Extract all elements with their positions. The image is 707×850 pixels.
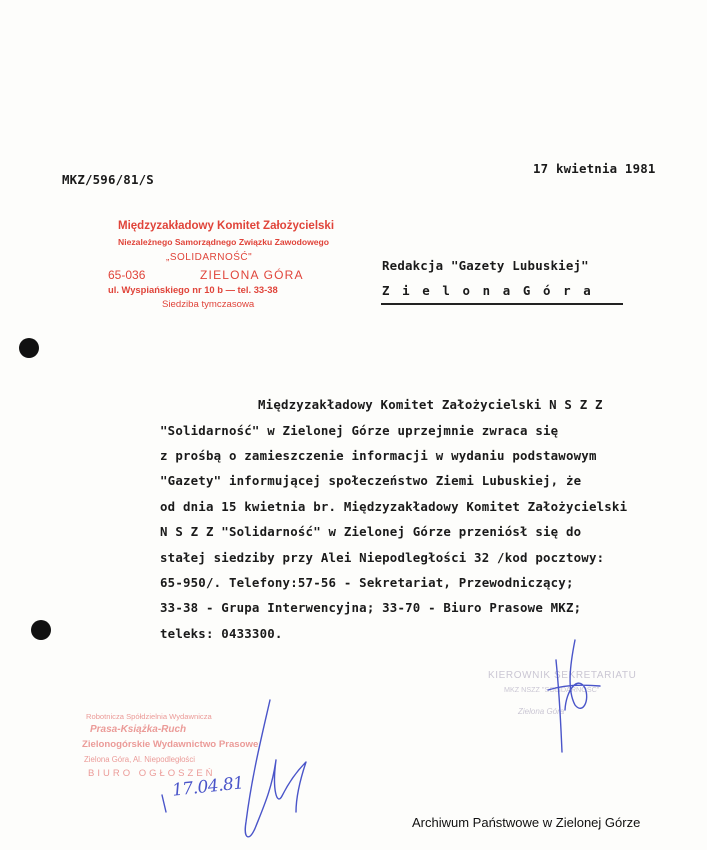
received-stamp-line-4: Zielona Góra, Al. Niepodległości — [84, 755, 195, 764]
body-line-9: 33-38 - Grupa Interwencyjna; 33-70 - Biuro Prasowe MKZ; — [160, 600, 582, 615]
recipient-line-2: Z i e l o n a G ó r a — [382, 283, 594, 298]
body-line-7: stałej siedziby przy Alei Niepodległości 32 /kod pocztowy: — [160, 550, 605, 565]
secretariat-stamp-line-2: MKZ NSZZ "SOLIDARNOŚĆ" — [504, 685, 600, 694]
received-stamp-line-3: Zielonogórskie Wydawnictwo Prasowe — [82, 739, 259, 750]
body-line-4: "Gazety" informującej społeczeństwo Ziemi Lubuskiej, że — [160, 473, 582, 488]
stamp-temporary-note: Siedziba tymczasowa — [162, 299, 255, 310]
secretariat-stamp-line-3: Zielona Góra — [518, 707, 565, 716]
archive-caption: Archiwum Państwowe w Zielonej Górze — [412, 815, 641, 830]
initials-signature — [548, 640, 600, 752]
stamp-line-union: Niezależnego Samorządnego Związku Zawodowego — [118, 237, 330, 247]
received-stamp-line-2: Prasa-Książka-Ruch — [90, 724, 187, 735]
stamp-postal-code: 65-036 — [108, 268, 146, 282]
letter-date: 17 kwietnia 1981 — [533, 161, 656, 176]
body-line-8: 65-950/. Telefony:57-56 - Sekretariat, Przewodniczący; — [160, 575, 574, 590]
reception-signature — [245, 700, 306, 837]
stamp-address: ul. Wyspiańskiego nr 10 b — tel. 33-38 — [108, 284, 278, 295]
received-stamp-line-1: Robotnicza Spółdzielnia Wydawnicza — [86, 712, 212, 721]
pen-tick — [162, 795, 166, 812]
body-line-3: z prośbą o zamieszczenie informacji w wydaniu podstawowym — [160, 448, 597, 463]
stamp-line-committee: Międzyzakładowy Komitet Założycielski — [118, 220, 335, 232]
secretariat-stamp-line-1: KIEROWNIK SEKRETARIATU — [488, 670, 637, 681]
stamp-city: ZIELONA GÓRA — [200, 268, 304, 282]
received-stamp-line-5: BIURO OGŁOSZEŃ — [88, 768, 216, 779]
body-line-6: N S Z Z "Solidarność" w Zielonej Górze przeniósł się do — [160, 524, 582, 539]
body-line-5: od dnia 15 kwietnia br. Międzyzakładowy Komitet Założycielski — [160, 499, 628, 514]
reference-number: MKZ/596/81/S — [62, 172, 154, 187]
body-line-10: teleks: 0433300. — [160, 626, 283, 641]
handwritten-date: 17.04.81 — [171, 773, 245, 801]
body-line-1: Międzyzakładowy Komitet Założycielski N S Z Z — [258, 397, 603, 412]
body-line-2: "Solidarność" w Zielonej Górze uprzejmnie zwraca się — [160, 423, 559, 438]
recipient-line-1: Redakcja "Gazety Lubuskiej" — [382, 258, 589, 273]
stamp-line-solidarnosc: „SOLIDARNOŚĆ" — [166, 252, 253, 263]
